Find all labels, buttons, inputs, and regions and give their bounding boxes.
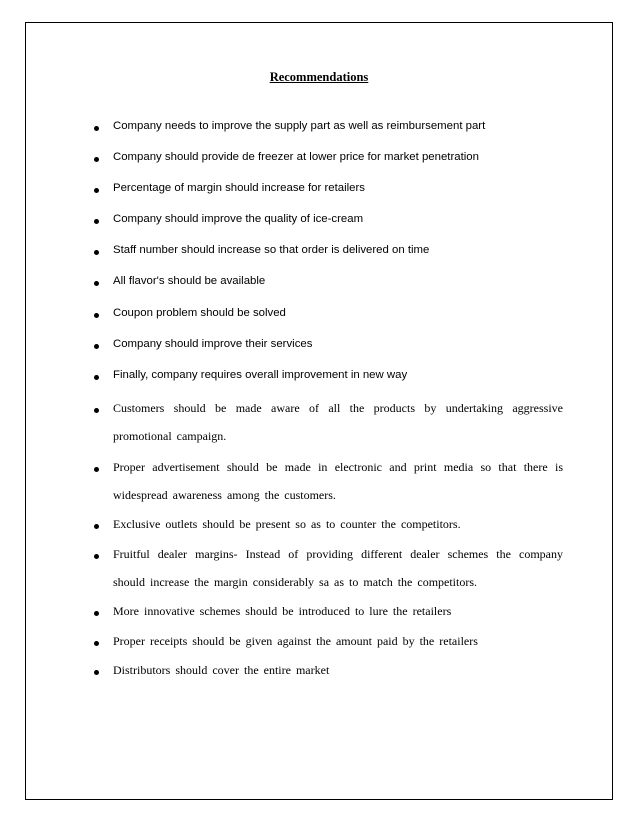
list-item-text: Proper receipts should be given against the amount paid by the retailers xyxy=(113,634,478,648)
list-item-text: Staff number should increase so that order is delivered on time xyxy=(113,244,430,256)
list-item-text: Exclusive outlets should be present so as to counter the competitors. xyxy=(113,517,461,531)
bullet-icon xyxy=(94,157,99,162)
list-item-text-continued: should increase the margin considerably sa as to match the competitors. xyxy=(113,575,478,589)
list-item-text: Finally, company requires overall improvement in new way xyxy=(113,369,408,381)
list-item-text: Company should improve the quality of ice-cream xyxy=(113,213,364,225)
bullet-icon xyxy=(94,188,99,193)
bullet-icon xyxy=(94,219,99,224)
list-item-text: Distributors should cover the entire market xyxy=(113,663,330,677)
list-item-text: Coupon problem should be solved xyxy=(113,307,286,319)
bullet-icon xyxy=(94,611,99,616)
list-item-text: All flavor's should be available xyxy=(113,275,266,287)
bullet-icon xyxy=(94,126,99,131)
bullet-icon xyxy=(94,375,99,380)
bullet-icon xyxy=(94,281,99,286)
list-item-text: Customers should be made aware of all the products by undertaking aggressive xyxy=(113,401,563,415)
list-item-text: Company should improve their services xyxy=(113,338,313,350)
page-title: Recommendations xyxy=(269,70,369,84)
list-item-text: Proper advertisement should be made in electronic and print media so that there is xyxy=(113,460,563,474)
bullet-icon xyxy=(94,524,99,529)
list-item-text-continued: widespread awareness among the customers. xyxy=(113,488,336,502)
list-item-text: More innovative schemes should be introduced to lure the retailers xyxy=(113,604,452,618)
bullet-icon xyxy=(94,641,99,646)
list-item-text: Percentage of margin should increase for retailers xyxy=(113,182,365,194)
list-item-text: Fruitful dealer margins- Instead of providing different dealer schemes the company xyxy=(113,547,563,561)
bullet-icon xyxy=(94,344,99,349)
bullet-icon xyxy=(94,670,99,675)
list-item-text: Company should provide de freezer at lower price for market penetration xyxy=(113,151,479,163)
bullet-icon xyxy=(94,313,99,318)
bullet-icon xyxy=(94,250,99,255)
bullet-icon xyxy=(94,408,99,413)
bullet-icon xyxy=(94,554,99,559)
list-item-text-continued: promotional campaign. xyxy=(113,429,227,443)
list-item-text: Company needs to improve the supply part as well as reimbursement part xyxy=(113,120,486,132)
bullet-icon xyxy=(94,467,99,472)
